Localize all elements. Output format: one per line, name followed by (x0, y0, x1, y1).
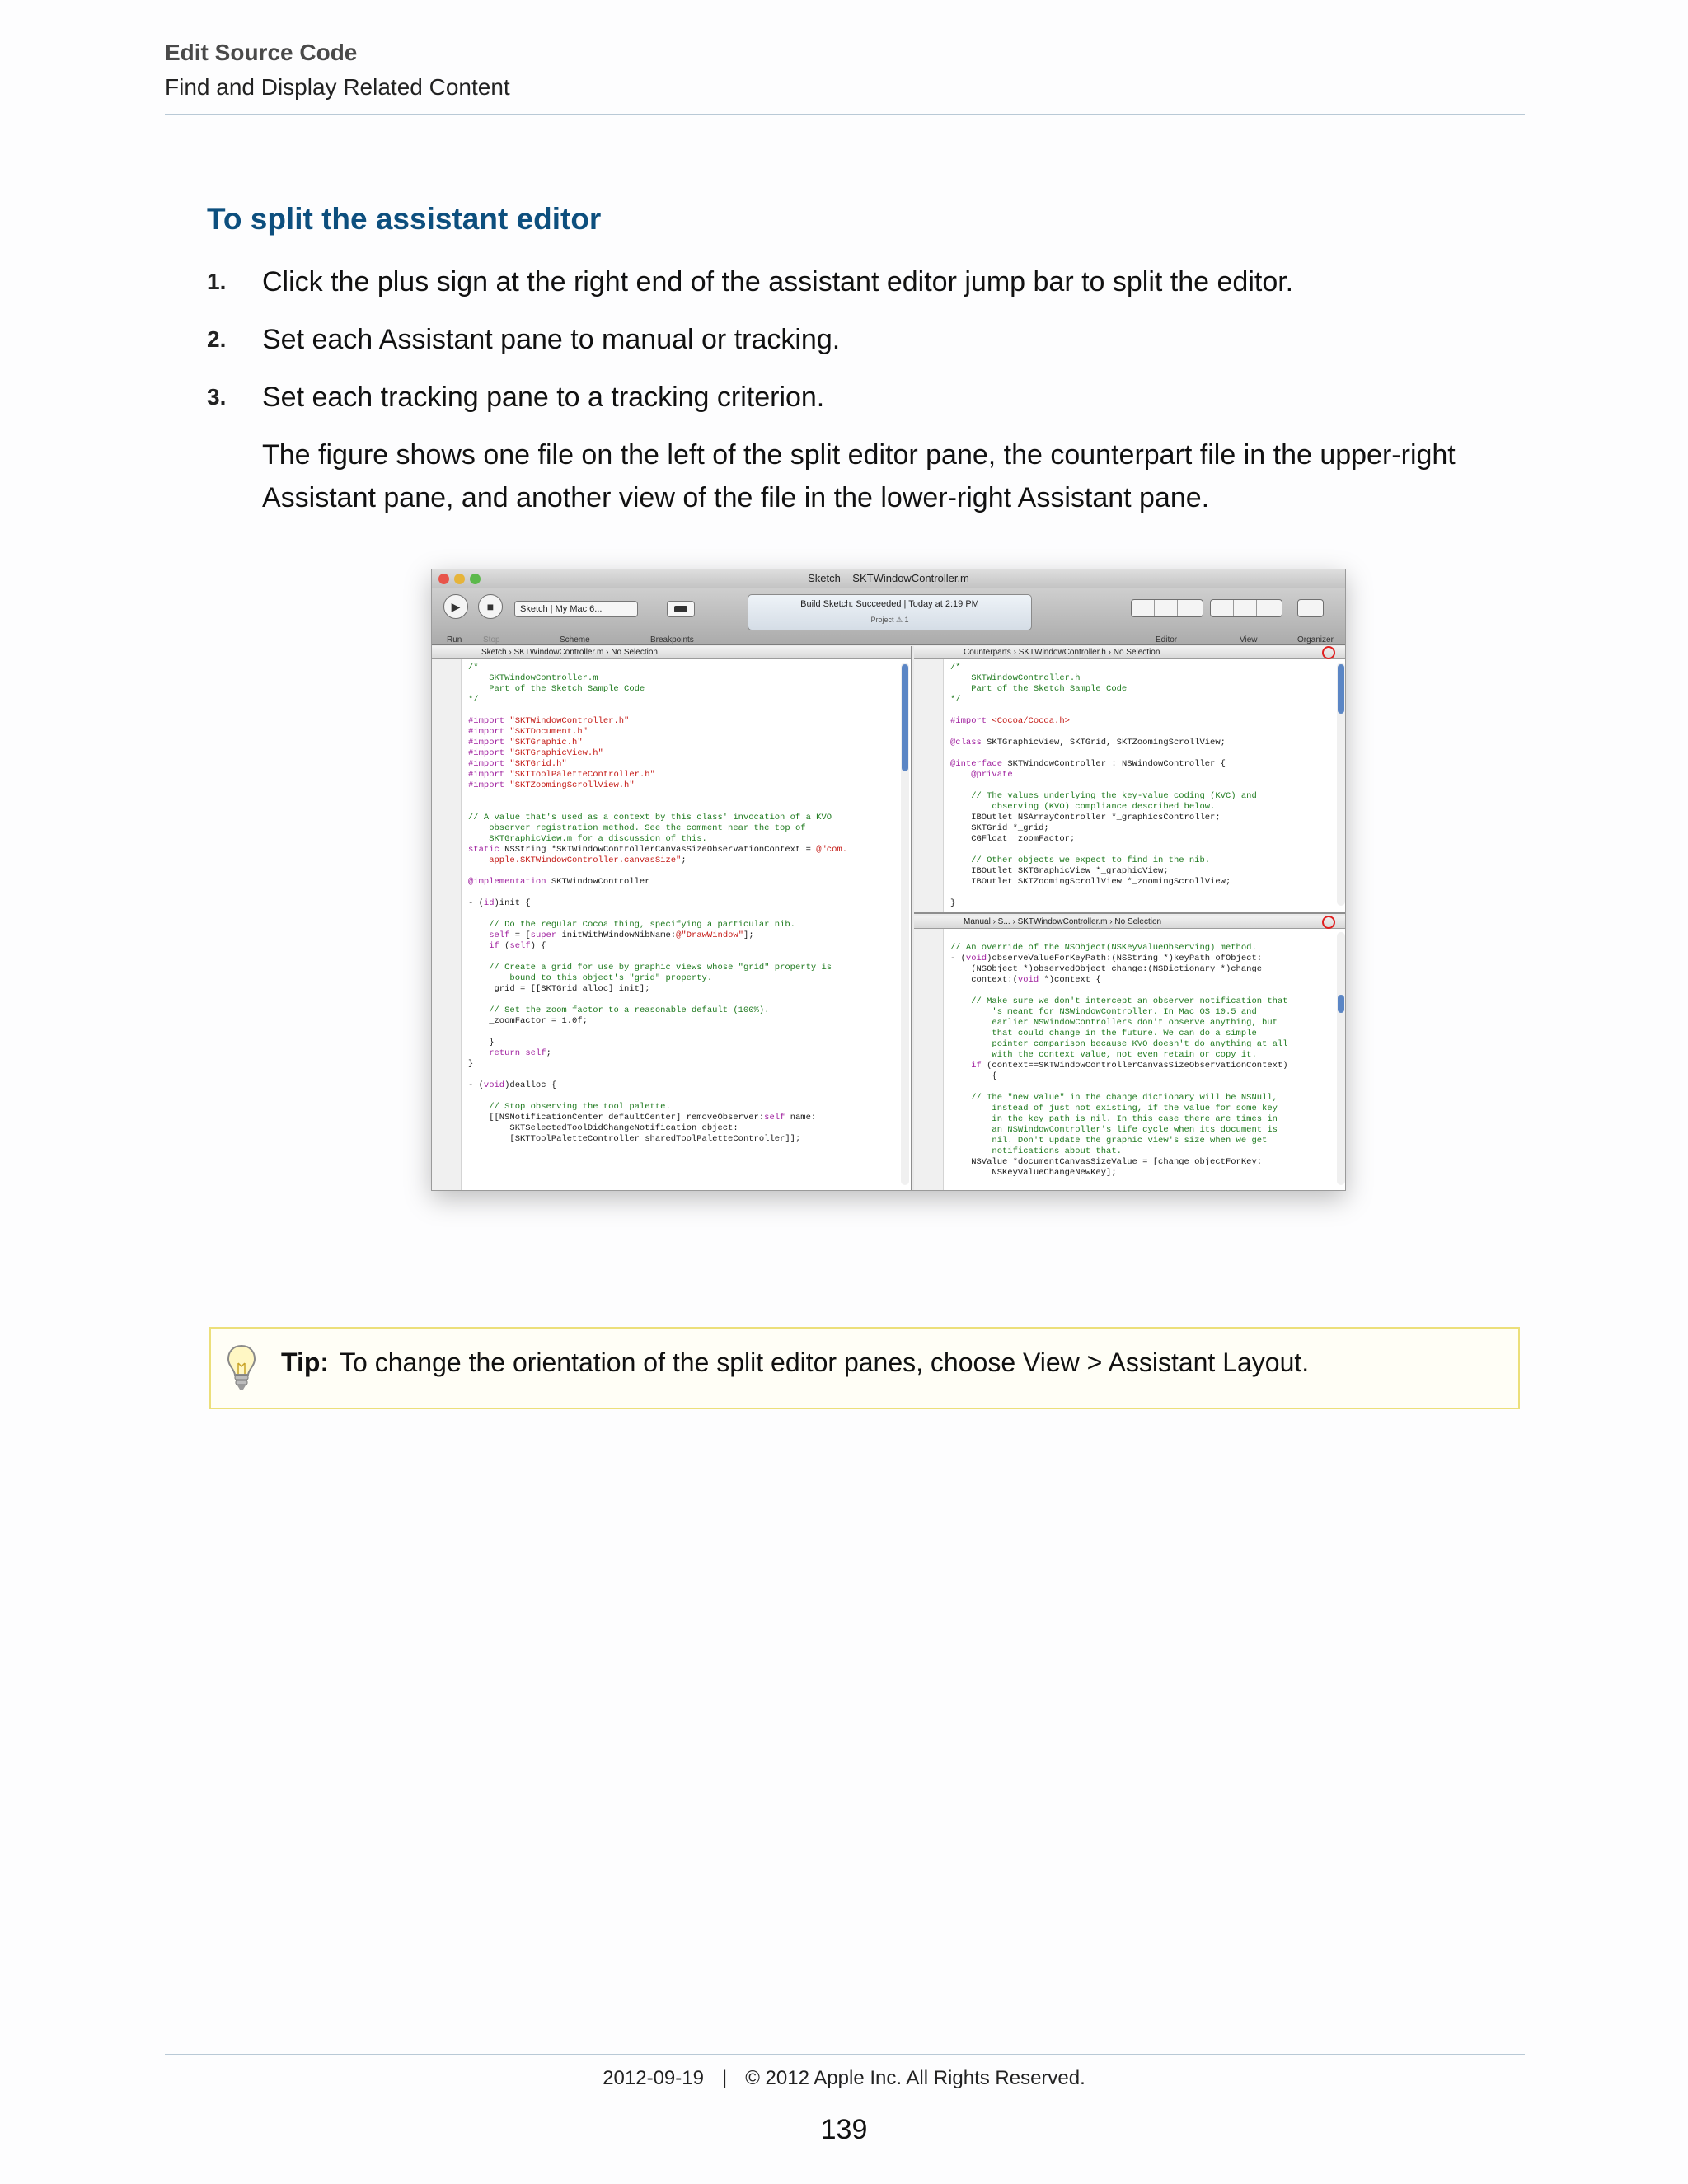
right-top-scrollbar (1337, 663, 1345, 906)
page-footer (0, 2067, 1688, 2090)
footer-date: 2012-09-19 (603, 2067, 704, 2089)
step-item (207, 262, 1542, 320)
tip-label: Tip: (281, 1347, 330, 1377)
editor-label: Editor (1156, 635, 1178, 644)
stop-label: Stop (483, 635, 500, 644)
breakpoints-label: Breakpoints (650, 635, 694, 644)
subsection-title: Find and Display Related Content (165, 74, 510, 100)
page-header (165, 36, 1525, 104)
run-label: Run (447, 635, 462, 644)
activity-project: Project ⚠ 1 (870, 616, 909, 624)
assistant-top-jump-bar: Counterparts › SKTWindowController.h › No Selection (914, 646, 1346, 659)
source-code-right-bottom: // An override of the NSObject(NSKeyValueObserving) method. - (void)observeValueForKeyPath:(NSString *)keyPath ofObject: (NSObject *)observedObject change:(NSDictionary *)change context:(void *)context { // Make sure we don't intercept an observer notification that 's meant for NSWindowController. In Mac OS 10.5 and earlier NSWindowControllers don't observe anything, but that could change in the future. We can do a simple pointer comparison because KVO doesn't do anything at all with the context value, not even retain or copy it. if (context==SKTWindowControllerCanvasSizeObservationContext) { // The "new value" in the change dictionary will be NSNull, instead of just not existing, if the value for some key in the key path is nil. In this case there are times in an NSWindowController's life cycle when its document is nil. Don't update the graphic view's size when we get notifications about that. NSValue *documentCanvasSizeValue = [change objectForKey: NSKeyValueChangeNewKey]; (950, 943, 1288, 1178)
figure-explanation: The figure shows one file on the left of the split editor pane, the counterpart file in the upper-right Assistant pane, and another view of the file in the lower-right Assistant pane. (262, 439, 1456, 513)
task-title: To split the assistant editor (207, 202, 602, 236)
assistant-pane-top (914, 646, 1346, 914)
add-assistant-editor-icon (1322, 646, 1335, 659)
step-number: 2. (207, 326, 227, 352)
activity-status: Build Sketch: Succeeded | Today at 2:19 PM (800, 599, 979, 609)
footer-copyright: © 2012 Apple Inc. All Rights Reserved. (745, 2067, 1085, 2089)
scheme-popup: Sketch | My Mac 6... (514, 601, 638, 617)
right-bottom-scrollbar (1337, 932, 1345, 1185)
lightbulb-icon (226, 1343, 257, 1393)
window-title: Sketch – SKTWindowController.m (808, 572, 969, 584)
run-icon: ▶ (443, 594, 468, 619)
breakpoints-icon (667, 601, 695, 617)
step-item (207, 320, 1542, 377)
step-text: Set each tracking pane to a tracking criterion. (262, 382, 825, 413)
step-text: Set each Assistant pane to manual or tracking. (262, 324, 841, 355)
stop-icon: ■ (478, 594, 503, 619)
view-segment (1210, 599, 1282, 617)
line-number-gutter (914, 929, 944, 1191)
primary-editor-pane (432, 646, 912, 1191)
steps-list (207, 262, 1542, 435)
editor-mode-segment (1131, 599, 1203, 617)
footer-separator: | (721, 2067, 728, 2089)
add-assistant-editor-icon (1322, 916, 1335, 929)
primary-jump-bar: Sketch › SKTWindowController.m › No Selection (432, 646, 911, 659)
view-label: View (1240, 635, 1258, 644)
organizer-label: Organizer (1297, 635, 1334, 644)
assistant-bottom-jump-bar: Manual › S... › SKTWindowController.m › No Selection (914, 916, 1346, 929)
line-number-gutter (432, 659, 462, 1191)
source-code-left: /* SKTWindowController.m Part of the Sketch Sample Code */ #import "SKTWindowController.h" #import "SKTDocument.h" #import "SKTGraphic.h" #import "SKTGraphicView.h" #import "SKTGrid.h" #import "SKTToolPaletteController.h" #import "SKTZoomingScrollView.h" // A value that's used as a context by this class' invocation of a KVO observer registration method. See the comment near the top of SKTGraphicView.m for a discussion of this. static NSString *SKTWindowControllerCanvasSizeObservationContext = @"com. apple.SKTWindowController.canvasSize"; @implementation SKTWindowController - (id)init { // Do the regular Cocoa thing, specifying a particular nib. self = [super initWithWindowNibName:@"DrawWindow"]; if (self) { // Create a grid for use by graphic views whose "grid" property is bound to this object's "grid" property. _grid = [[SKTGrid alloc] init]; // Set the zoom factor to a reasonable default (100%). _zoomFactor = 1.0f; } return self; } - (void)dealloc { // Stop observing the tool palette. [[NSNotificationCenter defaultCenter] removeObserver:self name: SKTSelectedToolDidChangeNotification object: [SKTToolPaletteController sharedToolPaletteController]]; (468, 663, 847, 1144)
tip-box (209, 1327, 1520, 1409)
section-title: Edit Source Code (165, 40, 358, 65)
page-number: 139 (820, 2114, 868, 2145)
activity-viewer (748, 594, 1032, 630)
organizer-icon (1297, 599, 1324, 617)
tip-text: To change the orientation of the split editor panes, choose View > Assistant Layout. (340, 1347, 1310, 1377)
assistant-pane-bottom (914, 916, 1346, 1191)
step-item (207, 377, 1542, 435)
xcode-screenshot-figure (431, 569, 1346, 1191)
step-number: 3. (207, 384, 227, 410)
window-titlebar (432, 569, 1345, 588)
source-code-right-top: /* SKTWindowController.h Part of the Sketch Sample Code */ #import <Cocoa/Cocoa.h> @class SKTGraphicView, SKTGrid, SKTZoomingScrollView; @interface SKTWindowController : NSWindowController { @private // The values underlying the key-value coding (KVC) and observing (KVO) compliance described below. IBOutlet NSArrayController *_graphicsController; SKTGrid *_grid; CGFloat _zoomFactor; // Other objects we expect to find in the nib. IBOutlet SKTGraphicView *_graphicView; IBOutlet SKTZoomingScrollView *_zoomingScrollView; } (950, 663, 1257, 908)
step-number: 1. (207, 269, 227, 294)
left-scrollbar (901, 663, 909, 1185)
xcode-toolbar (432, 588, 1345, 645)
line-number-gutter (914, 659, 944, 912)
header-rule (165, 114, 1525, 115)
footer-rule (165, 2054, 1525, 2055)
step-text: Click the plus sign at the right end of the assistant editor jump bar to split the editor. (262, 266, 1294, 298)
scheme-label: Scheme (560, 635, 590, 644)
